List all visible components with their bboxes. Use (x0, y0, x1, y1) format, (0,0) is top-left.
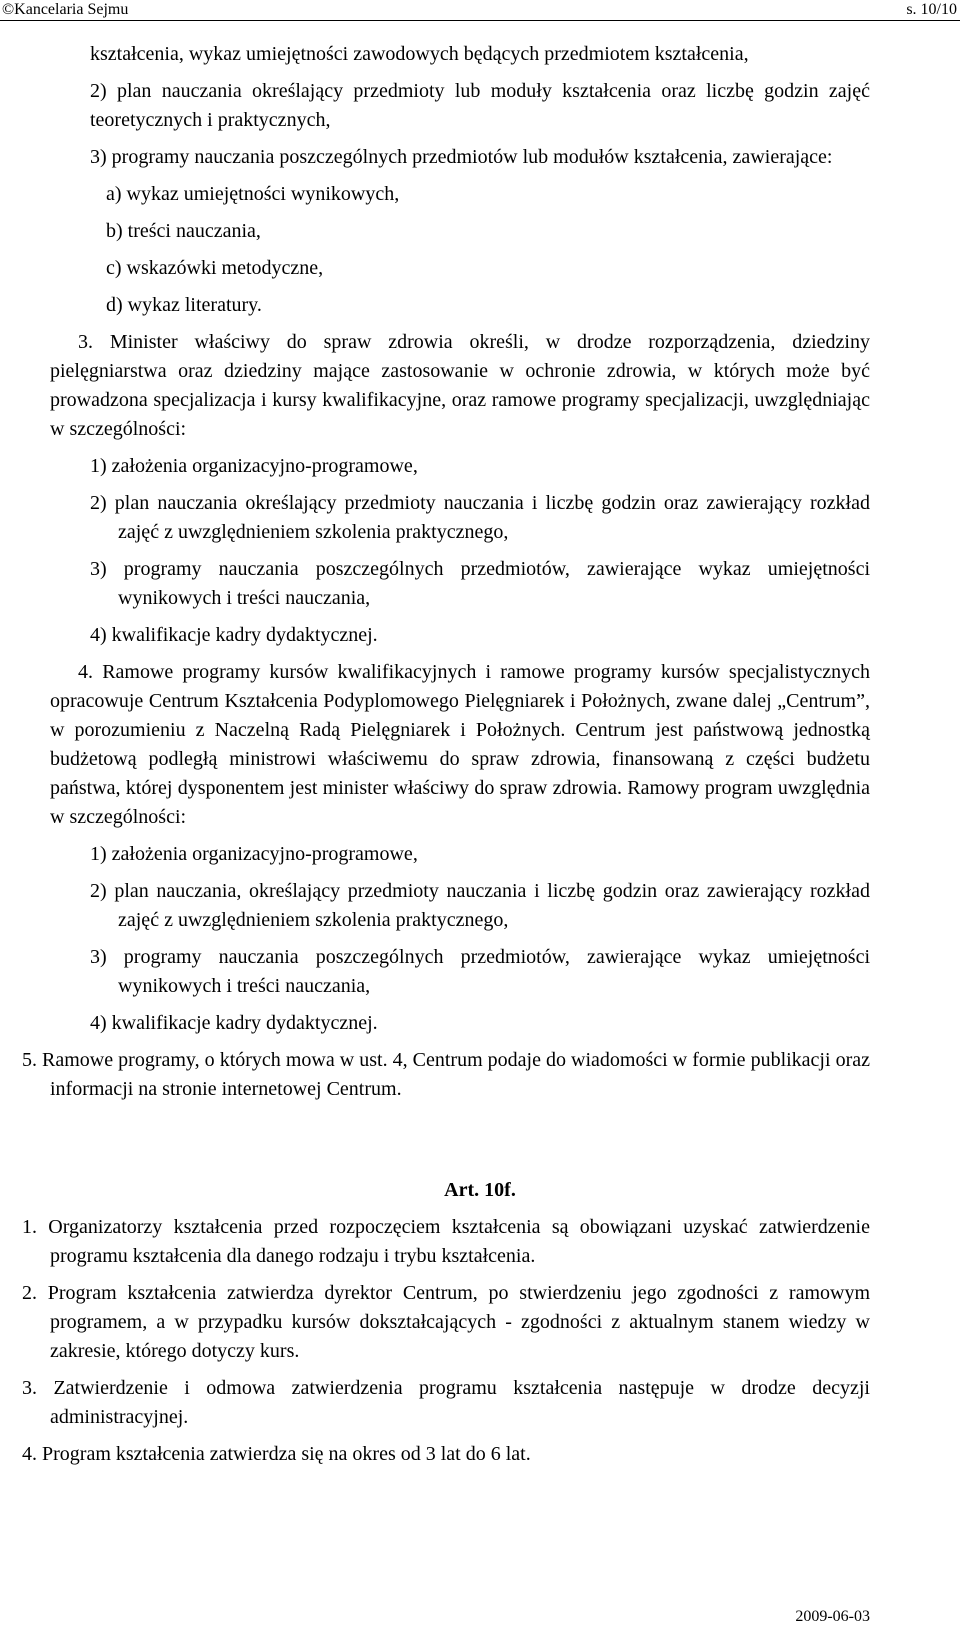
paragraph-3: 3. Minister właściwy do spraw zdrowia określi, w drodze rozporządzenia, dziedziny pielęgniarstwa oraz dziedziny mające zastosowanie w ochronie zdrowia, w których może być prowadzona specjalizacja i kursy kwalifikacyjne, oraz ramowe programy specjalizacji, uwzględniając w szczególności: (50, 331, 870, 440)
page-number: s. 10/10 (906, 1, 957, 18)
article-paragraph: 1. Organizatorzy kształcenia przed rozpoczęciem kształcenia są obowiązani uzyskać zatwierdzenie programu kształcenia dla danego rodzaju i trybu kształcenia. (22, 1216, 870, 1267)
list-item: 3) programy nauczania poszczególnych przedmiotów lub modułów kształcenia, zawierające: (90, 146, 833, 168)
paragraph-5: 5. Ramowe programy, o których mowa w ust. 4, Centrum podaje do wiadomości w formie publikacji oraz informacji na stronie internetowej Centrum. (22, 1049, 870, 1100)
list-item: 2) plan nauczania określający przedmioty nauczania i liczbę godzin oraz zawierający rozkład zajęć z uwzględnieniem szkolenia praktycznego, (90, 492, 870, 543)
continued-item-text: kształcenia, wykaz umiejętności zawodowych będących przedmiotem kształcenia, (90, 43, 749, 65)
list-item: 1) założenia organizacyjno-programowe, (90, 455, 418, 477)
list-item: 2) plan nauczania określający przedmioty lub moduły kształcenia oraz liczbę godzin zajęć teoretycznych i praktycznych, (90, 80, 870, 131)
list-item: 2) plan nauczania, określający przedmioty nauczania i liczbę godzin oraz zawierający rozkład zajęć z uwzględnieniem szkolenia praktycznego, (90, 880, 870, 931)
article-title: Art. 10f. (444, 1179, 516, 1201)
header-rule (0, 20, 960, 21)
list-item: 3) programy nauczania poszczególnych przedmiotów, zawierające wykaz umiejętności wynikowych i treści nauczania, (90, 946, 870, 997)
sub-list-item: b) treści nauczania, (106, 220, 261, 242)
page-header (0, 0, 960, 21)
sub-list-item: a) wykaz umiejętności wynikowych, (106, 183, 400, 205)
copyright-label: ©Kancelaria Sejmu (2, 1, 129, 18)
list-item: 4) kwalifikacje kadry dydaktycznej. (90, 624, 378, 646)
article-paragraph: 4. Program kształcenia zatwierdza się na okres od 3 lat do 6 lat. (22, 1443, 531, 1465)
article-paragraph: 3. Zatwierdzenie i odmowa zatwierdzenia programu kształcenia następuje w drodze decyzji administracyjnej. (22, 1377, 870, 1428)
article-paragraph: 2. Program kształcenia zatwierdza dyrektor Centrum, po stwierdzeniu jego zgodności z ramowym programem, a w przypadku kursów dokształcających - zgodności z aktualnym stanem wiedzy w zakresie, którego dotyczy kurs. (22, 1282, 870, 1362)
paragraph-4: 4. Ramowe programy kursów kwalifikacyjnych i ramowe programy kursów specjalistycznych opracowuje Centrum Kształcenia Podyplomowego Pielęgniarek i Położnych, zwane dalej „Centrum”, w porozumieniu z Naczelną Radą Pielęgniarek i Położnych. Centrum jest państwową jednostką budżetową podległą ministrowi właściwemu do spraw zdrowia, finansowaną z części budżetu państwa, której dysponentem jest minister właściwy do spraw zdrowia. Ramowy program uwzględnia w szczególności: (50, 661, 870, 828)
sub-list-item: c) wskazówki metodyczne, (106, 257, 324, 279)
list-item: 1) założenia organizacyjno-programowe, (90, 843, 418, 865)
list-item: 4) kwalifikacje kadry dydaktycznej. (90, 1012, 378, 1034)
list-item: 3) programy nauczania poszczególnych przedmiotów, zawierające wykaz umiejętności wynikowych i treści nauczania, (90, 558, 870, 609)
document-body (0, 40, 960, 1469)
sub-list-item: d) wykaz literatury. (106, 294, 262, 316)
footer-date: 2009-06-03 (795, 1608, 870, 1625)
